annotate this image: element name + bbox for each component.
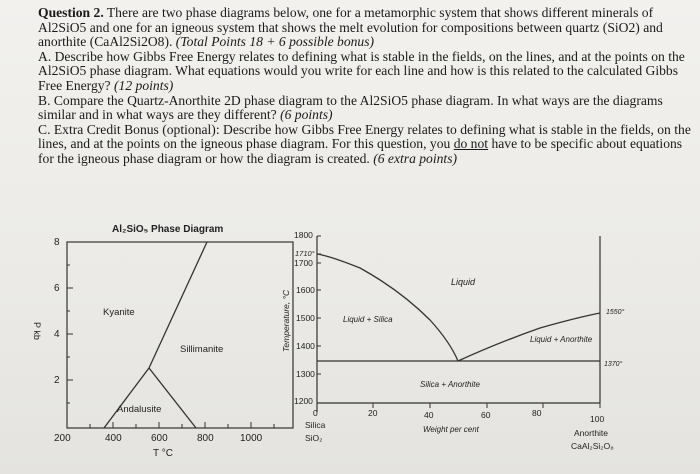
question-label: Question 2. — [38, 5, 104, 20]
field-andalusite: Andalusite — [117, 404, 162, 415]
part-b-points: (6 points) — [276, 107, 333, 123]
al2sio5-xtick-800: 800 — [197, 433, 214, 444]
binary-ytick-1600: 1600 — [296, 285, 315, 295]
al2sio5-xlabel: T °C — [153, 448, 173, 459]
kyanite-andalusite-line — [104, 368, 149, 428]
binary-x-ticks — [317, 403, 600, 408]
al2sio5-ytick-6: 6 — [54, 283, 60, 294]
binary-ylabel: Temperature, °C — [281, 289, 291, 352]
binary-xtick-80: 80 — [532, 408, 542, 418]
al2sio5-ytick-2: 2 — [54, 375, 60, 386]
binary-ytick-1700: 1700 — [294, 258, 313, 268]
part-b-text: B. Compare the Quartz-Anorthite 2D phase diagram to the Al2SiO5 phase diagram. In what ways are the diagrams similar and in what ways are they different? — [38, 92, 663, 123]
part-c-text-end: have to be specific about equations for the igneous phase diagram or how the diagram is created. — [38, 136, 683, 166]
al2sio5-boundaries — [104, 242, 207, 428]
endmember-sio2: SiO₂ — [305, 433, 323, 443]
binary-xlabel: Weight per cent — [423, 425, 479, 434]
total-points: (Total Points 18 + 6 possible bonus) — [172, 34, 375, 50]
binary-curves — [317, 254, 600, 361]
al2sio5-xtick-200: 200 — [54, 433, 71, 444]
binary-ytick-1710: 1710° — [295, 249, 315, 258]
field-liquid-anorthite: Liquid + Anorthite — [530, 335, 593, 344]
binary-xtick-60: 60 — [481, 410, 491, 420]
al2sio5-ylabel: P kb — [32, 322, 42, 340]
al2sio5-ytick-8: 8 — [54, 237, 60, 248]
al2sio5-xtick-400: 400 — [105, 433, 122, 444]
part-a-text: A. Describe how Gibbs Free Energy relates to defining what is stable in the fields, on the lines, and at the points on the Al2SiO5 phase diagram. What equations would you write for each line and how is this related to the calculated Gibbs Free Energy? — [38, 48, 685, 93]
part-c-underline: do not — [453, 136, 489, 152]
binary-ytick-1500: 1500 — [296, 313, 315, 323]
binary-ytick-1200: 1200 — [294, 396, 313, 406]
al2sio5-ytick-4: 4 — [54, 329, 60, 340]
al2sio5-xtick-1000: 1000 — [240, 433, 263, 444]
endmember-anorthite: Anorthite — [574, 428, 609, 438]
field-liquid: Liquid — [451, 277, 476, 287]
field-kyanite: Kyanite — [103, 307, 135, 318]
binary-xtick-20: 20 — [368, 408, 378, 418]
al2sio5-y-ticks — [67, 242, 73, 403]
al2sio5-x-ticks — [67, 422, 274, 428]
al2sio5-title: Al₂SiO₅ Phase Diagram — [112, 224, 224, 235]
annotation-1370: 1370° — [604, 361, 623, 368]
field-sillimanite: Sillimanite — [180, 344, 224, 355]
annotation-1550: 1550° — [606, 309, 625, 316]
al2sio5-diagram — [32, 224, 293, 459]
binary-ytick-1300: 1300 — [296, 369, 315, 379]
binary-xtick-100: 100 — [590, 414, 605, 424]
al2sio5-frame — [67, 242, 293, 428]
part-a-points: (12 points) — [110, 77, 174, 93]
andalusite-sillimanite-line — [149, 368, 196, 428]
binary-xtick-40: 40 — [424, 410, 434, 420]
silica-liquidus — [317, 254, 458, 361]
binary-ytick-1400: 1400 — [296, 341, 315, 351]
field-silica-anorthite: Silica + Anorthite — [420, 380, 480, 389]
part-c-text: C. Extra Credit Bonus (optional): Describe how Gibbs Free Energy relates to defining what is stable in the fields, on the lines, and at the points on the igneous phase diagram. For this question, you — [38, 121, 691, 152]
field-liquid-silica: Liquid + Silica — [343, 315, 393, 324]
endmember-silica: Silica — [305, 420, 326, 430]
binary-xtick-0: 0 — [313, 408, 318, 418]
endmember-caal2si2o8: CaAl₂Si₂O₈ — [571, 441, 614, 451]
binary-ytick-1800: 1800 — [294, 230, 313, 240]
binary-diagram — [281, 230, 625, 451]
part-c-points: (6 extra points) — [369, 150, 458, 166]
al2sio5-xtick-600: 600 — [151, 433, 168, 444]
intro-text: There are two phase diagrams below, one for a metamorphic system that shows different minerals of Al2SiO5 and one for an igneous system that shows the melt evolution for compositions between quartz (SiO2) and anorthite (CaAl2Si2O8). — [38, 5, 663, 50]
